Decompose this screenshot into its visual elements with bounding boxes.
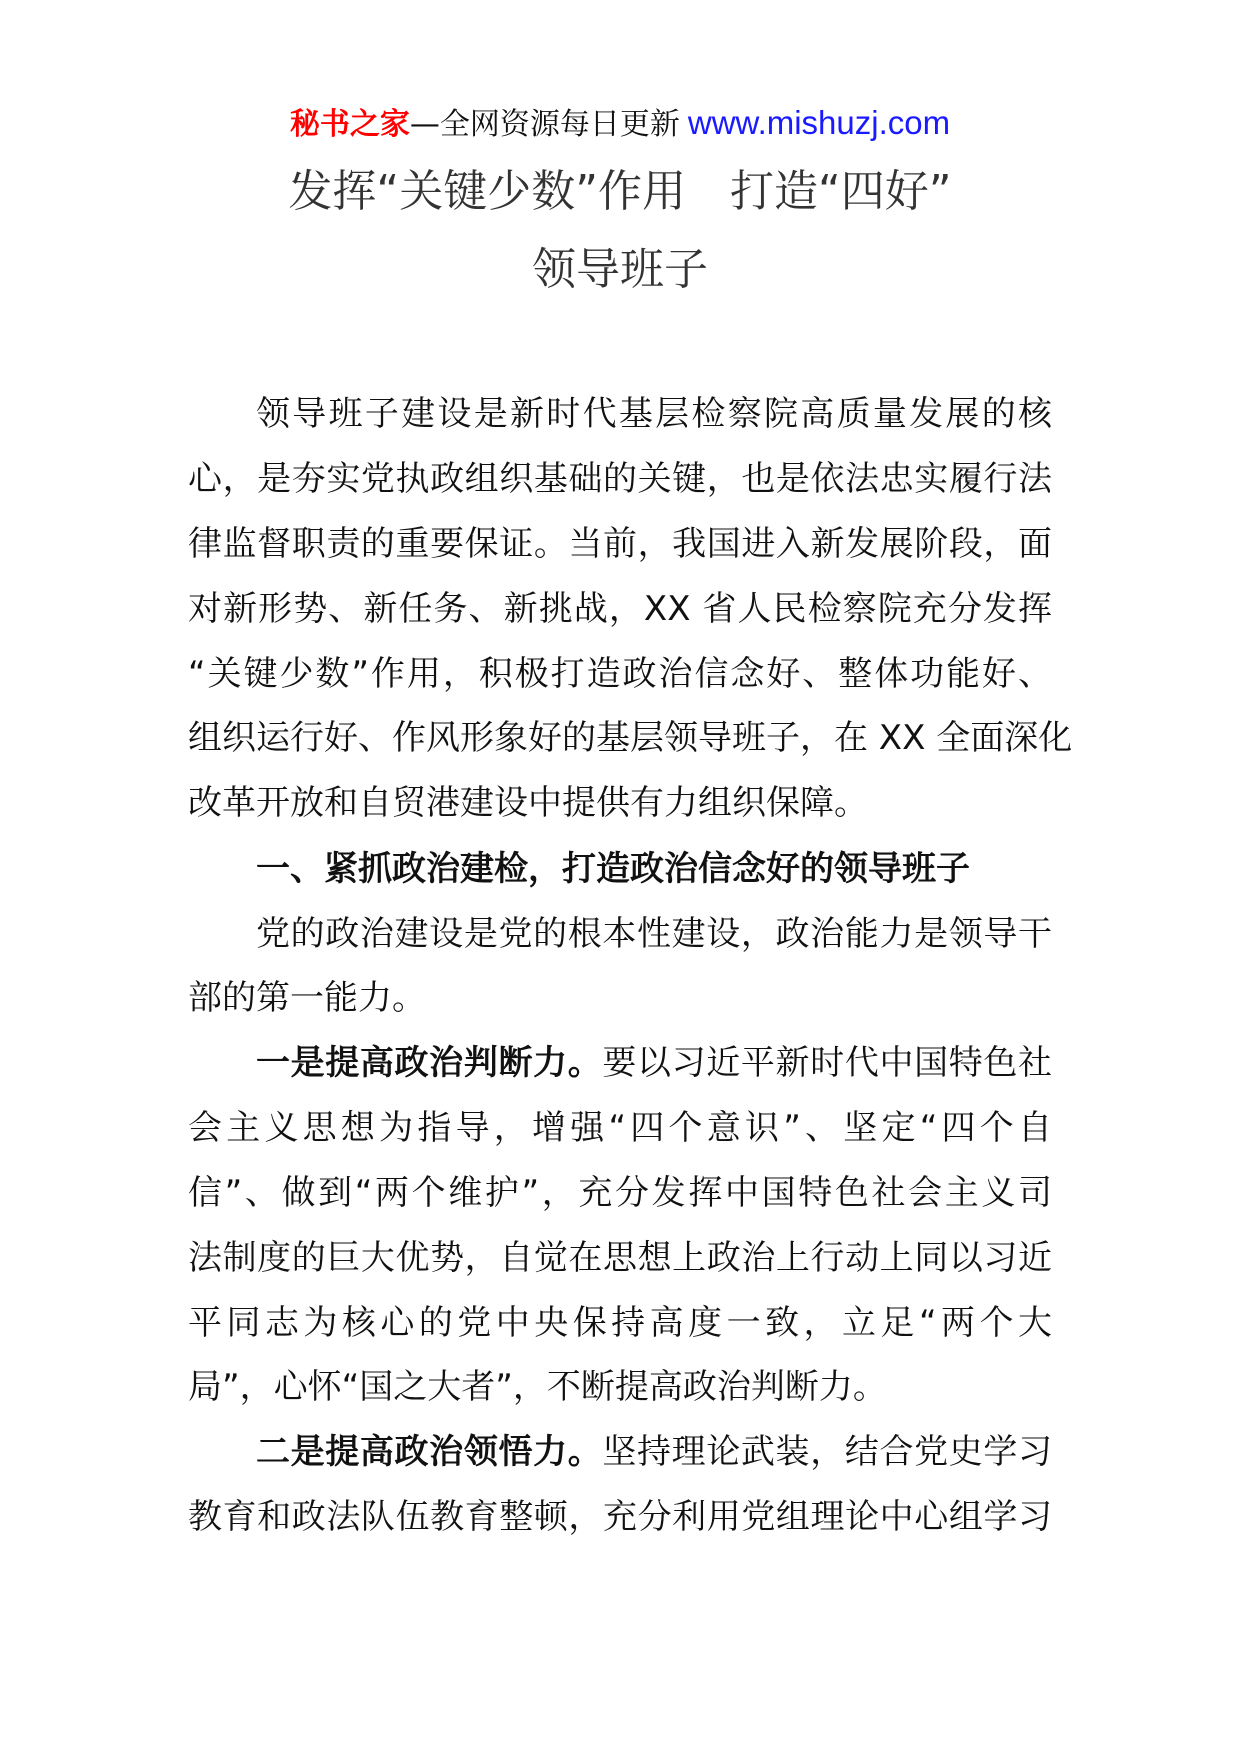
paragraph-line: 局”，心怀“国之大者”，不断提高政治判断力。 [188, 1367, 887, 1407]
paragraph-line: 部的第一能力。 [188, 978, 426, 1018]
paragraph-line: 律监督职责的重要保证。当前，我国进入新发展阶段，面 [188, 524, 1052, 564]
document-title-line1: 发挥“关键少数”作用 打造“四好” [288, 166, 952, 217]
paragraph-line: 法制度的巨大优势，自觉在思想上政治上行动上同以习近 [188, 1238, 1052, 1278]
site-url-link[interactable]: www.mishuzj.com [687, 104, 951, 141]
point-text: 坚持理论武装，结合党史学习 [602, 1432, 1053, 1472]
paragraph-line: 改革开放和自贸港建设中提供有力组织保障。 [188, 783, 868, 823]
banner-slogan: —全网资源每日更新 [409, 107, 680, 142]
paragraph-line: 领导班子建设是新时代基层检察院高质量发展的核 [256, 394, 1052, 434]
paragraph-line: 心，是夯实党执政组织基础的关键，也是依法忠实履行法 [188, 459, 1052, 499]
paragraph-line: 组织运行好、作风形象好的基层领导班子，在 XX 全面深化 [188, 718, 1073, 758]
paragraph-line: “关键少数”作用，积极打造政治信念好、整体功能好、 [188, 654, 1052, 694]
paragraph-line: 教育和政法队伍教育整顿，充分利用党组理论中心组学习 [188, 1497, 1052, 1537]
paragraph-line: 信”、做到“两个维护”，充分发挥中国特色社会主义司 [188, 1173, 1052, 1213]
paragraph-line: 对新形势、新任务、新挑战，XX 省人民检察院充分发挥 [188, 589, 1052, 629]
point-text: 要以习近平新时代中国特色社 [602, 1043, 1053, 1083]
document-title-line2: 领导班子 [532, 244, 708, 295]
paragraph-line: 党的政治建设是党的根本性建设，政治能力是领导干 [256, 914, 1052, 954]
section-heading: 一、紧抓政治建检，打造政治信念好的领导班子 [256, 849, 970, 889]
paragraph-line: 会主义思想为指导，增强“四个意识”、坚定“四个自 [188, 1108, 1052, 1148]
paragraph-line: 平同志为核心的党中央保持高度一致，立足“两个大 [188, 1303, 1052, 1343]
site-banner [0, 100, 1240, 148]
point-lead: 一是提高政治判断力。 [256, 1043, 603, 1083]
brand-name: 秘书之家 [289, 107, 410, 142]
paragraph-line [188, 1041, 1052, 1085]
point-lead: 二是提高政治领悟力。 [256, 1432, 603, 1472]
paragraph-line [188, 1430, 1052, 1474]
